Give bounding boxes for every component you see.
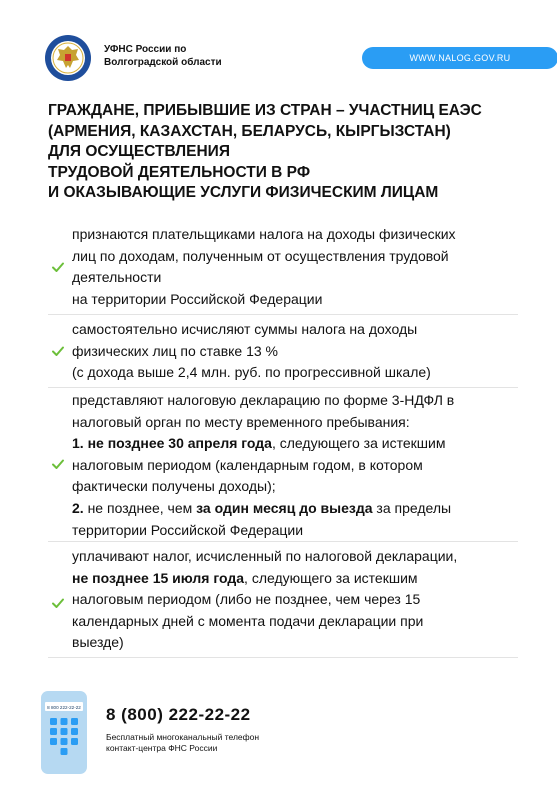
text-line — [72, 433, 518, 455]
phone-icon — [40, 690, 88, 775]
phone-description-line2: контакт-центра ФНС России — [106, 743, 218, 753]
text-line — [72, 568, 518, 590]
text-line: (с дохода выше 2,4 млн. руб. по прогрессивной шкале) — [72, 364, 431, 381]
text-line: выезде) — [72, 634, 124, 651]
page-title — [48, 101, 518, 204]
title-line: ТРУДОВОЙ ДЕЯТЕЛЬНОСТИ В РФ — [48, 163, 311, 181]
text-line: календарных дней с момента подачи декларации при — [72, 612, 424, 629]
website-link-button[interactable]: WWW.NALOG.GOV.RU — [362, 47, 557, 69]
list-item-text — [48, 315, 518, 384]
text-span: , следующего за истекшим — [244, 569, 418, 586]
org-name — [104, 43, 222, 69]
check-icon — [50, 343, 66, 359]
text-span: , следующего за истекшим — [271, 435, 446, 452]
deadline-bold: за один месяц до выезда — [196, 499, 373, 516]
text-line: деятельности — [72, 269, 162, 286]
org-name-line1: УФНС России по — [104, 44, 187, 55]
phone-screen-number: 8 800 222-22-22 — [47, 705, 81, 710]
title-line: ДЛЯ ОСУЩЕСТВЛЕНИЯ — [48, 143, 230, 160]
deadline-bold: 1. не позднее 30 апреля года — [72, 435, 272, 452]
title-line: (АРМЕНИЯ, КАЗАХСТАН, БЕЛАРУСЬ, КЫРГЫЗСТАН) — [48, 122, 451, 140]
text-line: налоговым периодом (календарным годом, в котором — [72, 456, 423, 473]
text-line: налоговым периодом (либо не позднее, чем через 15 — [72, 591, 421, 608]
check-icon — [50, 595, 66, 611]
fns-emblem-icon — [44, 34, 92, 82]
phone-number[interactable]: 8 (800) 222-22-22 — [106, 705, 251, 724]
text-line: на территории Российской Федерации — [72, 290, 323, 307]
header — [44, 34, 557, 84]
text-line: признаются плательщиками налога на доходы физических — [72, 226, 456, 242]
text-line: лиц по доходам, полученным от осуществления трудовой — [72, 247, 449, 264]
check-icon — [50, 259, 66, 275]
text-line: налоговый орган по месту временного пребывания: — [72, 413, 410, 430]
list-item — [48, 542, 518, 658]
text-line: уплачивают налог, исчисленный по налоговой декларации, — [72, 548, 458, 564]
text-line: самостоятельно исчисляют суммы налога на доходы — [72, 321, 418, 337]
list-item — [48, 315, 518, 388]
text-line: представляют налоговую декларацию по форме 3-НДФЛ в — [72, 392, 455, 408]
info-list — [48, 222, 518, 658]
list-item — [48, 388, 518, 542]
list-item-text — [48, 542, 518, 654]
list-item-text — [48, 222, 518, 310]
text-line: фактически получены доходы); — [72, 478, 276, 495]
list-item-text — [48, 388, 518, 541]
title-line: И ОКАЗЫВАЮЩИЕ УСЛУГИ ФИЗИЧЕСКИМ ЛИЦАМ — [48, 184, 439, 201]
footer — [40, 690, 500, 780]
text-line — [72, 498, 518, 520]
text-line: физических лиц по ставке 13 % — [72, 342, 278, 359]
list-item — [48, 222, 518, 315]
number-bold: 2. — [72, 499, 84, 516]
phone-description — [106, 732, 259, 754]
phone-description-line1: Бесплатный многоканальный телефон — [106, 732, 260, 742]
title-line: ГРАЖДАНЕ, ПРИБЫВШИЕ ИЗ СТРАН – УЧАСТНИЦ ЕАЭС — [48, 102, 482, 119]
text-span: за пределы — [372, 499, 452, 516]
text-span: не позднее, чем — [83, 499, 197, 516]
check-icon — [50, 456, 66, 472]
text-line: территории Российской Федерации — [72, 521, 304, 538]
org-name-line2: Волгоградской области — [104, 57, 222, 68]
deadline-bold: не позднее 15 июля года — [72, 569, 245, 586]
